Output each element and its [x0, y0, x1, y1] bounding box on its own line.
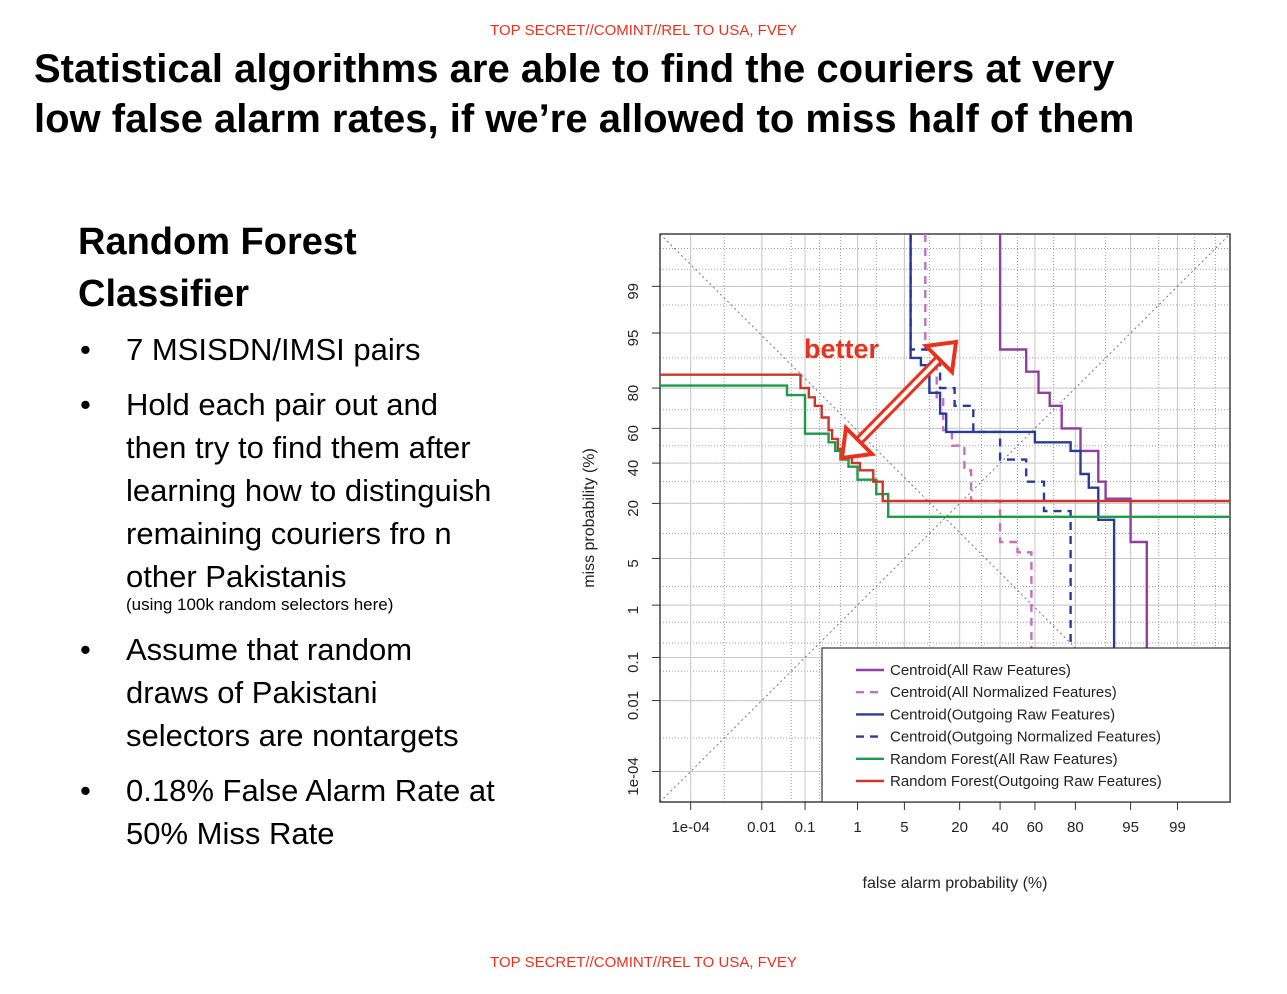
- annotation-arrow-inner: [852, 352, 946, 448]
- bullet-note: (using 100k random selectors here): [126, 595, 394, 614]
- bullet-icon: •: [80, 632, 91, 667]
- legend-label: Centroid(All Normalized Features): [890, 684, 1117, 702]
- bullet-item: [78, 328, 578, 371]
- x-tick-label: 99: [1169, 819, 1186, 836]
- bullet-text: 0.18% False Alarm Rate at: [126, 773, 495, 808]
- y-tick-label: 0.1: [625, 652, 642, 673]
- bullet-item: [78, 769, 578, 855]
- bullet-text: Assume that random: [126, 632, 413, 667]
- headline-line-2: low false alarm rates, if we’re allowed to miss half of them: [34, 97, 1135, 141]
- bullet-text: then try to find them after: [126, 430, 471, 465]
- legend-label: Random Forest(Outgoing Raw Features): [890, 773, 1162, 790]
- x-tick-label: 1: [853, 819, 862, 836]
- annotation-text: better: [804, 334, 880, 364]
- legend-label: Random Forest(All Raw Features): [890, 750, 1118, 768]
- x-tick-label: 20: [951, 819, 968, 836]
- y-tick-label: 95: [625, 329, 642, 347]
- y-tick-label: 1e-04: [625, 757, 642, 796]
- bullet-icon: •: [80, 773, 91, 808]
- x-tick-label: 95: [1122, 819, 1139, 836]
- legend-label: Centroid(Outgoing Raw Features): [890, 706, 1116, 724]
- x-tick-label: 80: [1067, 819, 1084, 836]
- y-tick-label: 5: [625, 559, 642, 568]
- classification-banner-top: TOP SECRET//COMINT//REL TO USA, FVEY: [490, 22, 797, 39]
- headline-line-1: Statistical algorithms are able to find the couriers at very: [34, 47, 1115, 91]
- bullet-text: Hold each pair out and: [126, 387, 438, 422]
- y-tick-label: 40: [625, 459, 642, 477]
- bullet-text: 7 MSISDN/IMSI pairs: [126, 332, 421, 367]
- bullet-text: 50% Miss Rate: [126, 816, 335, 851]
- y-tick-label: 80: [625, 384, 642, 402]
- det-chart: [560, 220, 1260, 900]
- x-tick-label: 60: [1026, 819, 1044, 836]
- section-title: [78, 216, 357, 320]
- bullet-text: selectors are nontargets: [126, 718, 459, 753]
- x-tick-label: 5: [900, 819, 909, 836]
- y-tick-label: 0.01: [625, 690, 642, 721]
- bullet-icon: •: [80, 332, 91, 367]
- det-chart-svg: [560, 220, 1260, 900]
- x-tick-label: 1e-04: [671, 819, 710, 836]
- bullet-list: [78, 328, 578, 867]
- legend-label: Centroid(All Raw Features): [890, 662, 1071, 679]
- x-axis-label: false alarm probability (%): [862, 875, 1048, 892]
- bullet-text: other Pakistanis: [126, 559, 347, 594]
- y-tick-label: 1: [625, 605, 642, 615]
- bullet-item: [78, 628, 578, 757]
- legend-label: Centroid(Outgoing Normalized Features): [890, 728, 1161, 746]
- classification-banner-bottom: TOP SECRET//COMINT//REL TO USA, FVEY: [490, 954, 797, 971]
- series-line: [660, 386, 1230, 517]
- bullet-text: draws of Pakistani: [126, 675, 378, 710]
- y-tick-label: 60: [625, 425, 642, 442]
- y-tick-label: 99: [625, 282, 642, 300]
- x-tick-label: 0.1: [794, 819, 816, 836]
- y-tick-label: 20: [625, 500, 642, 517]
- bullet-text: remaining couriers fro n: [126, 516, 452, 551]
- bullet-item: [78, 383, 578, 616]
- x-tick-label: 0.01: [747, 819, 777, 836]
- x-tick-label: 40: [991, 819, 1009, 836]
- bullet-text: learning how to distinguish: [126, 473, 492, 508]
- section-title-line-2: Classifier: [78, 273, 250, 315]
- slide-headline: [34, 44, 1274, 144]
- bullet-icon: •: [80, 387, 91, 422]
- section-title-line-1: Random Forest: [78, 221, 357, 263]
- y-axis-label: miss probability (%): [581, 448, 598, 588]
